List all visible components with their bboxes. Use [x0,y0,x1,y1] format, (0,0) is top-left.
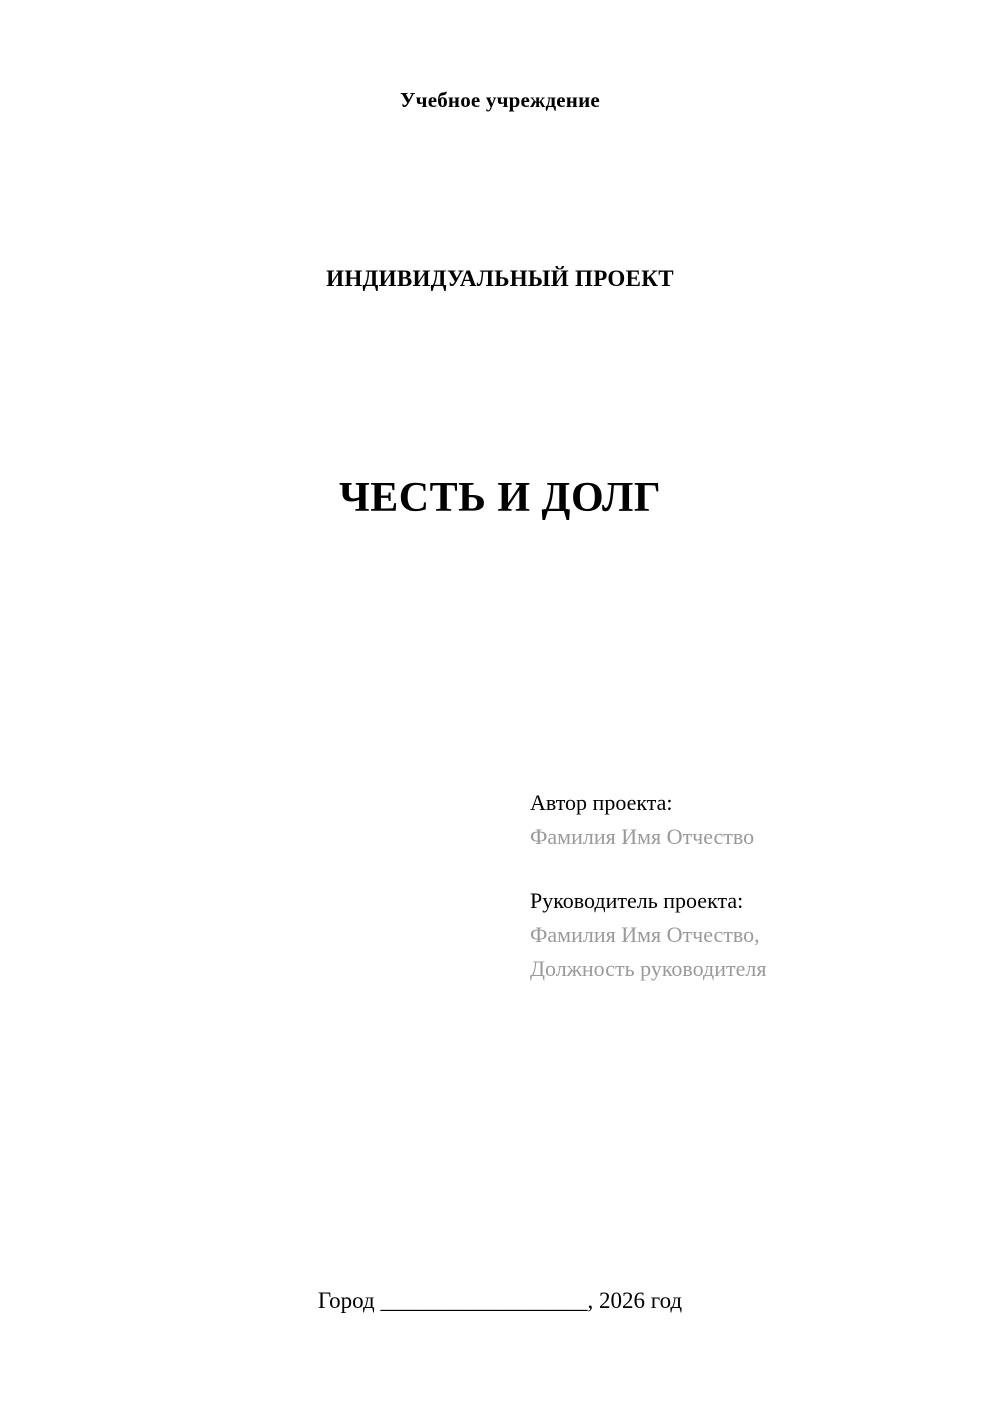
institution-name: Учебное учреждение [400,88,600,112]
author-value: Фамилия Имя Отчество [530,824,755,850]
supervisor-label: Руководитель проекта: [530,888,744,914]
author-label: Автор проекта: [530,790,673,815]
document-kind: ИНДИВИДУАЛЬНЫЙ ПРОЕКТ [326,266,674,291]
author-group [530,786,930,854]
city-year-footer: Город __________________, 2026 год [317,1288,683,1313]
supervisor-value-line-1: Фамилия Имя Отчество, [530,922,760,948]
signature-block [530,786,930,1016]
supervisor-value-line-2: Должность руководителя [530,956,767,982]
page-title: ЧЕСТЬ И ДОЛГ [338,475,662,522]
supervisor-group [530,884,930,986]
